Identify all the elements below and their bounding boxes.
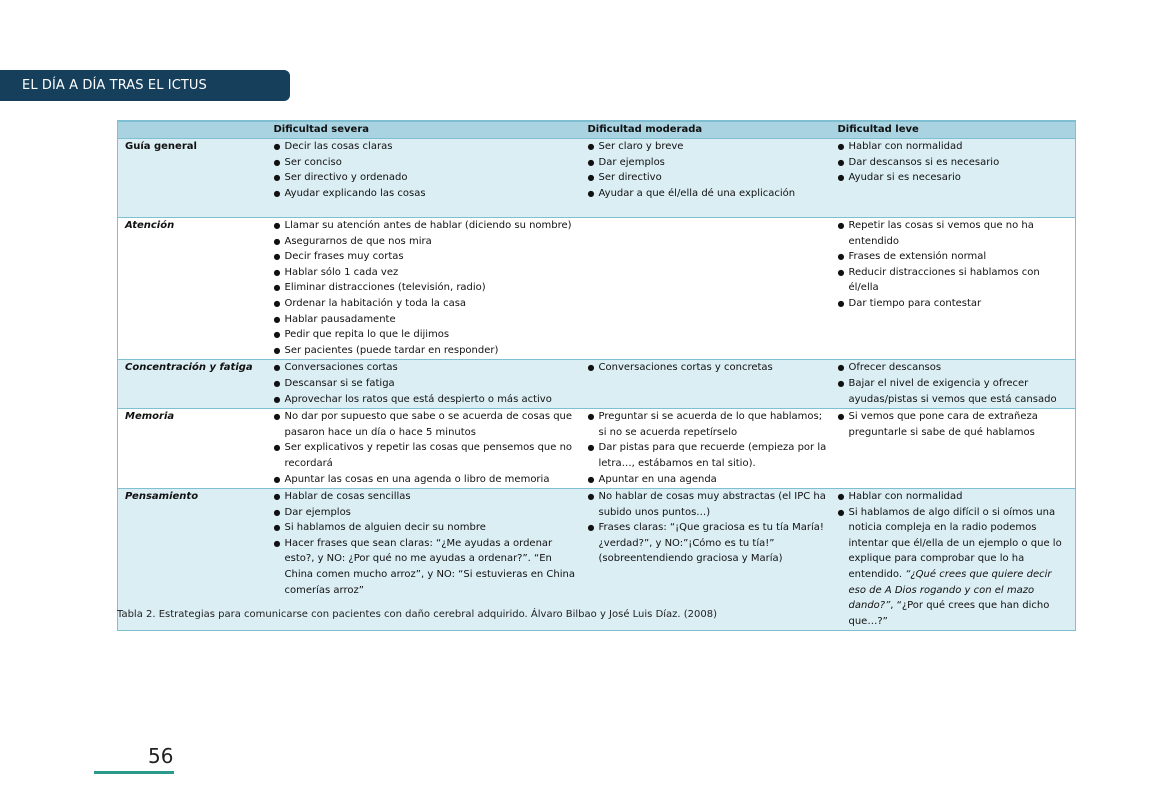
cell-mild	[831, 218, 1076, 360]
section-banner	[0, 70, 290, 101]
section-title: EL DÍA A DÍA TRAS EL ICTUS	[22, 78, 207, 93]
strategies-table	[117, 120, 1076, 631]
header-empty	[118, 121, 267, 139]
list-item: ● Apuntar las cosas en una agenda o libro de memoria	[274, 472, 577, 488]
page-number: 56	[148, 744, 174, 768]
list-item: ● No dar por supuesto que sabe o se acuerda de cosas que pasaron hace un día o hace 5 minutos	[274, 409, 577, 440]
cell-moderate	[581, 139, 831, 218]
row-label: Atención	[118, 218, 267, 360]
list-item: ● Ordenar la habitación y toda la casa	[274, 296, 577, 312]
list-item: ● Bajar el nivel de exigencia y ofrecer ayudas/pistas si vemos que está cansado	[838, 376, 1072, 407]
item-text: Si hablamos de algo difícil o si oímos una noticia compleja en la radio podemos intentar que él/ella de un ejemplo o que lo explique para comprobar que lo ha entendido.	[848, 506, 1062, 581]
header-mild: Dificultad leve	[831, 121, 1076, 139]
list-item: ● Dar descansos si es necesario	[838, 155, 1072, 171]
list-item: ● Apuntar en una agenda	[588, 472, 827, 488]
list-item: ● Hablar pausadamente	[274, 312, 577, 328]
item-italic-text: “¿Qué crees que quiere decir eso de A Dios rogando y con el mazo dando?”	[848, 569, 1052, 612]
cell-mild	[831, 139, 1076, 218]
list-item: ● Conversaciones cortas y concretas	[588, 360, 827, 376]
list-item: ● Si vemos que pone cara de extrañeza preguntarle si sabe de qué hablamos	[838, 409, 1072, 440]
list-item: ● Llamar su atención antes de hablar (diciendo su nombre)	[274, 218, 577, 234]
list-item: ● Ser directivo	[588, 170, 827, 186]
list-item: ● Si hablamos de alguien decir su nombre	[274, 520, 577, 536]
cell-mild	[831, 409, 1076, 489]
list-item: ● Conversaciones cortas	[274, 360, 577, 376]
list-item: ● Decir frases muy cortas	[274, 249, 577, 265]
cell-mild	[831, 489, 1076, 631]
cell-severe	[267, 409, 581, 489]
cell-severe	[267, 218, 581, 360]
list-item: ● Dar ejemplos	[274, 505, 577, 521]
list-item: ● Frases claras: “¡Que graciosa es tu tía María! ¿verdad?”, y NO:”¡Cómo es tu tía!” (sobreentendiendo graciosa y María)	[588, 520, 827, 567]
list-item: ● Ser directivo y ordenado	[274, 170, 577, 186]
list-item	[838, 505, 1072, 630]
list-item: ● Ayudar explicando las cosas	[274, 186, 577, 202]
list-item: ● Preguntar si se acuerda de lo que hablamos; si no se acuerda repetírselo	[588, 409, 827, 440]
list-item: ● Repetir las cosas si vemos que no ha entendido	[838, 218, 1072, 249]
cell-moderate	[581, 218, 831, 360]
list-item: ● Dar tiempo para contestar	[838, 296, 1072, 312]
list-item: ● Hacer frases que sean claras: “¿Me ayudas a ordenar esto?, y NO: ¿Por qué no me ayudas a ordenar?”. “En China comen mucho arroz”, y NO: “Si estuvieras en China comerías arroz”	[274, 536, 577, 598]
item-text-suffix: , “¿Por qué crees que han dicho que…?”	[848, 600, 1050, 627]
list-item: ● Ayudar si es necesario	[838, 170, 1072, 186]
list-item: ● Ser claro y breve	[588, 139, 827, 155]
cell-moderate	[581, 409, 831, 489]
list-item: ● Dar pistas para que recuerde (empieza por la letra…, estábamos en tal sitio).	[588, 440, 827, 471]
list-item: ● Asegurarnos de que nos mira	[274, 234, 577, 250]
header-severe: Dificultad severa	[267, 121, 581, 139]
table-row	[118, 409, 1076, 489]
table-row	[118, 360, 1076, 409]
table-header-row	[118, 121, 1076, 139]
list-item: ● Hablar de cosas sencillas	[274, 489, 577, 505]
row-label: Memoria	[118, 409, 267, 489]
list-item: ● Ser conciso	[274, 155, 577, 171]
list-item: ● Ayudar a que él/ella dé una explicación	[588, 186, 827, 202]
list-item: ● Ser explicativos y repetir las cosas que pensemos que no recordará	[274, 440, 577, 471]
row-label: Guía general	[118, 139, 267, 218]
table-row	[118, 139, 1076, 218]
table-row	[118, 218, 1076, 360]
page-number-underline	[94, 771, 174, 774]
cell-severe	[267, 360, 581, 409]
row-label: Concentración y fatiga	[118, 360, 267, 409]
header-moderate: Dificultad moderada	[581, 121, 831, 139]
list-item: ● Ofrecer descansos	[838, 360, 1072, 376]
list-item: ● Dar ejemplos	[588, 155, 827, 171]
list-item: ● Pedir que repita lo que le dijimos	[274, 327, 577, 343]
list-item: ● Aprovechar los ratos que está despierto o más activo	[274, 392, 577, 408]
row-label: Pensamiento	[118, 489, 267, 631]
cell-moderate	[581, 360, 831, 409]
list-item: ● Hablar sólo 1 cada vez	[274, 265, 577, 281]
list-item: ● Descansar si se fatiga	[274, 376, 577, 392]
cell-severe	[267, 139, 581, 218]
list-item: ● Reducir distracciones si hablamos con él/ella	[838, 265, 1072, 296]
list-item: ● Hablar con normalidad	[838, 139, 1072, 155]
list-item: ● Hablar con normalidad	[838, 489, 1072, 505]
list-item: ● Frases de extensión normal	[838, 249, 1072, 265]
cell-mild	[831, 360, 1076, 409]
table-caption: Tabla 2. Estrategias para comunicarse con pacientes con daño cerebral adquirido. Álvaro Bilbao y José Luis Díaz. (2008)	[117, 609, 718, 620]
list-item: ● Ser pacientes (puede tardar en responder)	[274, 343, 577, 359]
list-item: ● Decir las cosas claras	[274, 139, 577, 155]
list-item: ● Eliminar distracciones (televisión, radio)	[274, 280, 577, 296]
list-item: ● No hablar de cosas muy abstractas (el IPC ha subido unos puntos…)	[588, 489, 827, 520]
